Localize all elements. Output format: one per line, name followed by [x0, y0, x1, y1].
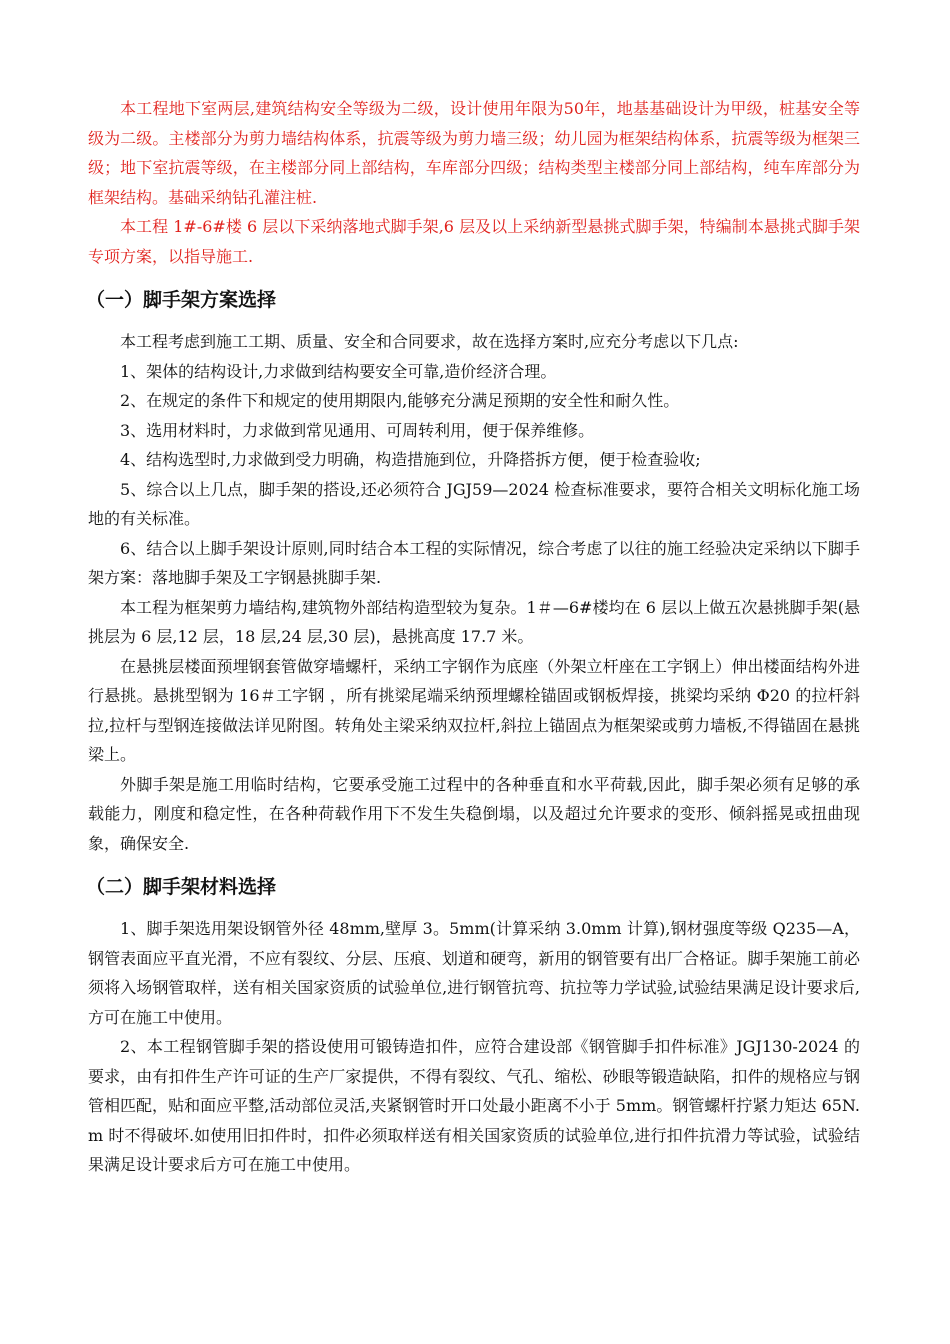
- body-paragraph: 在悬挑层楼面预埋钢套管做穿墙螺杆，采纳工字钢作为底座（外架立杆座在工字钢上）伸出楼面结构外进行悬挑。悬挑型钢为 16＃工字钢 ，所有挑梁尾端采纳预埋螺栓锚固或钢板焊接，挑梁均采纳 Φ20 的拉杆斜拉,拉杆与型钢连接做法详见附图。转角处主梁采纳双拉杆,斜拉上锚固点为框架梁或剪力墙板,不得锚固在悬挑梁上。: [88, 656, 860, 764]
- body-paragraph: 外脚手架是施工用临时结构，它要承受施工过程中的各种垂直和水平荷载,因此，脚手架必须有足够的承载能力，刚度和稳定性，在各种荷载作用下不发生失稳倒塌，以及超过允许要求的变形、倾斜摇晃或扭曲现象，确保安全.: [88, 774, 860, 853]
- list-item: 4、结构选型时,力求做到受力明确，构造措施到位，升降搭拆方便，便于检查验收;: [120, 450, 701, 469]
- intro-paragraph: 本工程 1#-6#楼 6 层以下采纳落地式脚手架,6 层及以上采纳新型悬挑式脚手架，特编制本悬挑式脚手架专项方案，以指导施工.: [88, 217, 860, 266]
- document-body: [88, 94, 860, 1180]
- body-paragraph: 本工程为框架剪力墙结构,建筑物外部结构造型较为复杂。1＃—6#楼均在 6 层以上做五次悬挑脚手架(悬挑层为 6 层,12 层，18 层,24 层,30 层)，悬挑高度 17.7 米。: [88, 597, 860, 646]
- body-paragraph: 本工程考虑到施工工期、质量、安全和合同要求，故在选择方案时,应充分考虑以下几点:: [120, 332, 739, 351]
- list-item: 6、结合以上脚手架设计原则,同时结合本工程的实际情况，综合考虑了以往的施工经验决定采纳以下脚手架方案：落地脚手架及工字钢悬挑脚手架.: [88, 538, 860, 587]
- section-heading: （二）脚手架材料选择: [86, 876, 277, 898]
- list-item: 3、选用材料时，力求做到常见通用、可周转利用，便于保养维修。: [120, 420, 595, 440]
- list-item: 1、架体的结构设计,力求做到结构要安全可靠,造价经济合理。: [120, 361, 557, 381]
- list-item: 5、综合以上几点，脚手架的搭设,还必须符合 JGJ59—2024 检查标准要求，要符合相关文明标化施工场地的有关标准。: [88, 479, 860, 528]
- section-heading: （一）脚手架方案选择: [86, 289, 277, 311]
- list-item: 2、在规定的条件下和规定的使用期限内,能够充分满足预期的安全性和耐久性。: [120, 391, 680, 410]
- list-item: 1、脚手架选用架设钢管外径 48mm,壁厚 3。5mm(计算采纳 3.0mm 计算),钢材强度等级 Q235—A，钢管表面应平直光滑，不应有裂纹、分层、压痕、划道和硬弯，新用的钢管要有出厂合格证。脚手架施工前必须将入场钢管取样，送有相关国家资质的试验单位,进行钢管抗弯、抗拉等力学试验,试验结果满足设计要求后,方可在施工中使用。: [88, 919, 860, 1027]
- intro-paragraph: 本工程地下室两层,建筑结构安全等级为二级，设计使用年限为50年，地基基础设计为甲级，桩基安全等级为二级。主楼部分为剪力墙结构体系，抗震等级为剪力墙三级；幼儿园为框架结构体系，抗震等级为框架三级；地下室抗震等级，在主楼部分同上部结构，车库部分四级；结构类型主楼部分同上部结构，纯车库部分为框架结构。基础采纳钻孔灌注桩.: [88, 99, 860, 207]
- list-item: 2、本工程钢管脚手架的搭设使用可锻铸造扣件，应符合建设部《钢管脚手扣件标准》JGJ130-2024 的要求，由有扣件生产许可证的生产厂家提供，不得有裂纹、气孔、缩松、砂眼等锻造缺陷，扣件的规格应与钢管相匹配，贴和面应平整,活动部位灵活,夹紧钢管时开口处最小距离不小于 5mm。钢管螺杆拧紧力矩达 65N.m 时不得破坏.如使用旧扣件时，扣件必须取样送有相关国家资质的试验单位,进行扣件抗滑力等试验，试验结果满足设计要求后方可在施工中使用。: [88, 1037, 860, 1174]
